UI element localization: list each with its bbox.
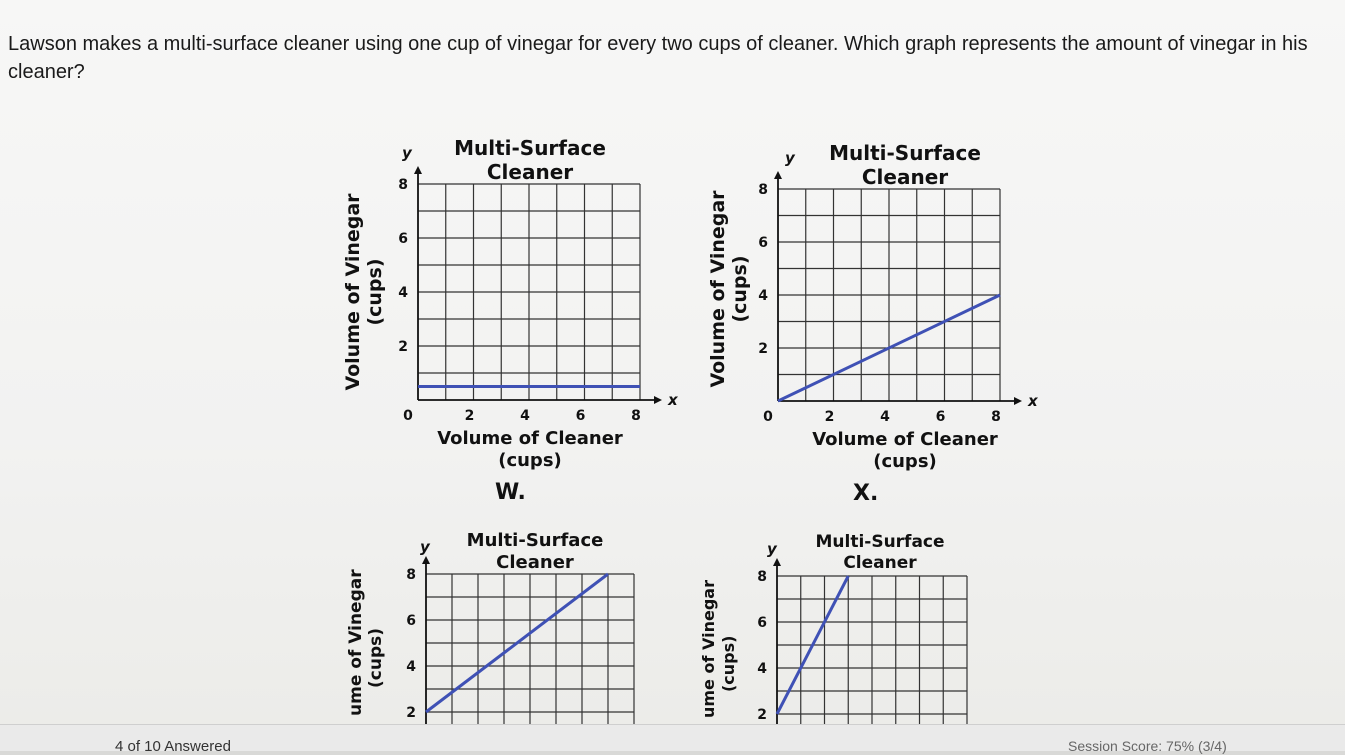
graph-x[interactable] <box>705 135 1055 515</box>
y-tick-label: 4 <box>406 659 416 675</box>
y-axis-label-line2: (cups) <box>364 258 386 326</box>
x-axis-label-line1: Volume of Cleaner <box>812 429 998 450</box>
choice-letter-w: W. <box>495 480 526 505</box>
y-axis-label-line2: (cups) <box>729 255 751 323</box>
x-tick-label: 0 <box>763 409 773 425</box>
chart-title-line1: Multi-Surface <box>454 136 606 160</box>
y-axis-letter: y <box>767 540 777 558</box>
question-text: Lawson makes a multi-surface cleaner using one cup of vinegar for every two cups of cleaner. Which graph represents the amount of vinegar in his cleaner? <box>8 33 1308 83</box>
y-tick-label: 6 <box>758 235 768 251</box>
y-axis-label-line1: Volume of Vinegar <box>342 193 364 391</box>
x-tick-label: 2 <box>824 409 835 425</box>
y-tick-label: 8 <box>757 569 767 585</box>
y-axis-arrow <box>774 171 782 179</box>
y-tick-label: 2 <box>758 341 768 357</box>
x-tick-label: 4 <box>520 408 530 424</box>
x-axis-arrow <box>1014 397 1022 405</box>
y-axis-letter: y <box>402 144 412 162</box>
answered-count: 4 of 10 Answered <box>115 738 231 755</box>
x-axis-label <box>775 429 1035 473</box>
x-tick-label: 8 <box>631 408 641 424</box>
y-axis-label-line1: ume of Vinegar <box>699 580 718 718</box>
x-axis-label-line2: (cups) <box>498 450 562 471</box>
y-tick-label: 6 <box>406 613 416 629</box>
y-axis-arrow <box>422 556 430 564</box>
plot-area <box>340 530 650 724</box>
chart-title-line1: Multi-Surface <box>815 532 945 552</box>
x-axis-arrow <box>654 396 662 404</box>
y-tick-label: 2 <box>757 707 767 723</box>
x-tick-label: 2 <box>464 408 475 424</box>
x-tick-label: 0 <box>403 408 413 424</box>
x-axis-label <box>400 428 660 472</box>
y-tick-label: 4 <box>758 288 768 304</box>
y-axis-arrow <box>773 558 781 566</box>
chart-title-line1: Multi-Surface <box>829 141 981 165</box>
graph-y[interactable] <box>340 530 650 724</box>
choice-letter-x: X. <box>853 481 879 506</box>
x-axis-letter: x <box>668 391 678 409</box>
plot-area <box>695 532 995 724</box>
y-tick-label: 6 <box>757 615 767 631</box>
session-score: Session Score: 75% (3/4) <box>1068 738 1227 754</box>
chart-title-line2: Cleaner <box>496 552 574 573</box>
chart-title-line1: Multi-Surface <box>466 530 604 551</box>
y-axis-label-line2: (cups) <box>719 635 738 692</box>
chart-title-line2: Cleaner <box>843 553 917 573</box>
y-tick-label: 2 <box>398 339 408 355</box>
y-axis-letter: y <box>420 538 430 556</box>
x-axis-label-line2: (cups) <box>873 451 937 472</box>
chart-title-line2: Cleaner <box>486 160 574 184</box>
chart-title-line2: Cleaner <box>861 165 949 189</box>
x-tick-label: 6 <box>935 409 946 425</box>
x-tick-label: 6 <box>575 408 586 424</box>
x-tick-label: 8 <box>991 409 1001 425</box>
y-tick-label: 8 <box>758 182 768 198</box>
y-axis-arrow <box>414 166 422 174</box>
y-axis-label-line1: Volume of Vinegar <box>707 190 729 388</box>
y-tick-label: 2 <box>406 705 416 721</box>
x-axis-label-line1: Volume of Cleaner <box>437 428 623 449</box>
y-tick-label: 8 <box>406 567 416 583</box>
x-axis-letter: x <box>1028 392 1038 410</box>
x-tick-label: 4 <box>880 409 890 425</box>
y-tick-label: 4 <box>757 661 767 677</box>
y-tick-label: 8 <box>398 177 408 193</box>
y-axis-label-line2: (cups) <box>366 627 386 688</box>
y-tick-label: 6 <box>398 231 408 247</box>
graph-z[interactable] <box>695 532 995 724</box>
y-axis-letter: y <box>785 149 795 167</box>
y-tick-label: 4 <box>398 285 408 301</box>
y-axis-label-line1: ume of Vinegar <box>346 569 366 716</box>
graph-w[interactable] <box>340 130 690 510</box>
